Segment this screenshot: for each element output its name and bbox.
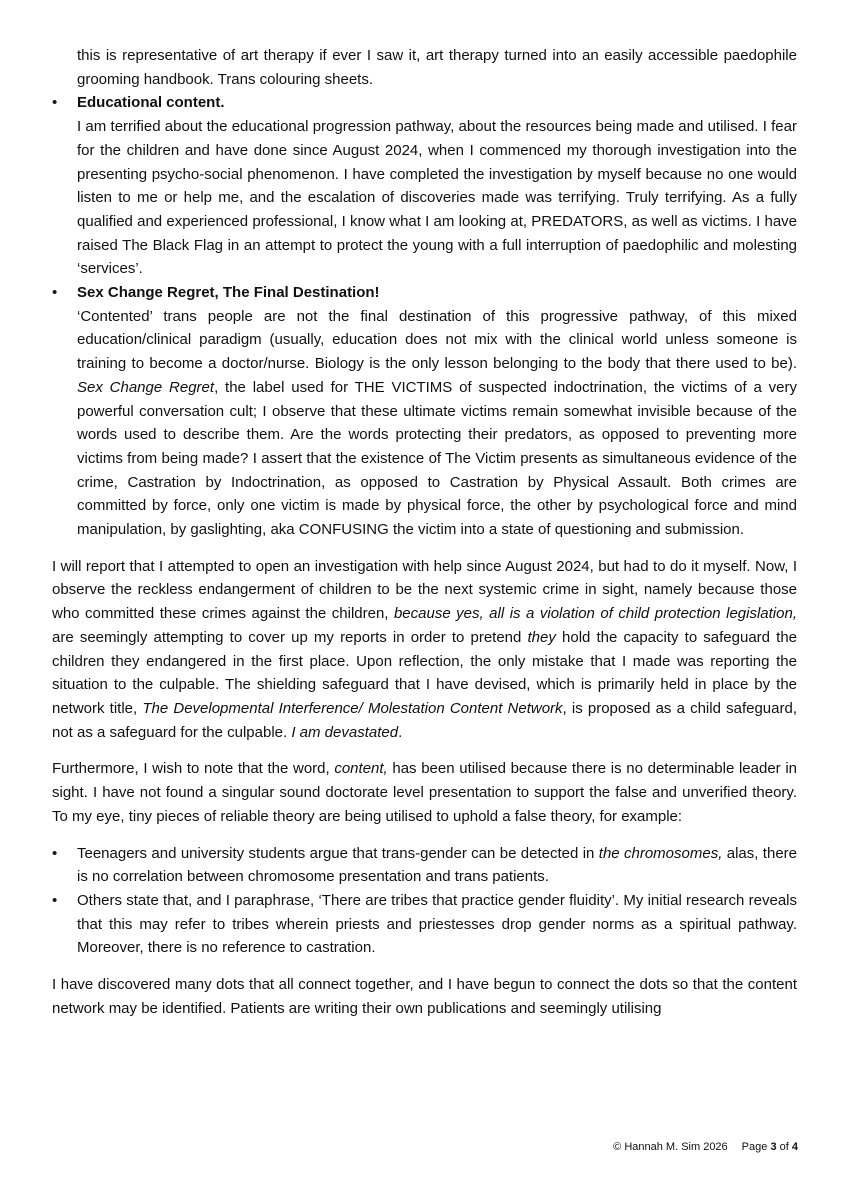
example-1-italic: the chromosomes, <box>598 844 723 862</box>
document-body <box>52 44 797 1020</box>
content-italic-word: content, <box>334 760 388 778</box>
report-text-1: I will report that I attempted to open an investigation with help since August 2024, but had to do it myself. Now, I observe the reckless endangerment of children to be the next systemic crime in sight, namely because those who committed these crimes against the children, <box>52 557 797 623</box>
example-1-text-2: alas, there is no correlation between chromosome presentation and trans patients. <box>77 844 797 886</box>
regret-italic-label: Sex Change Regret <box>77 378 215 396</box>
example-2-text: Others state that, and I paraphrase, ‘There are tribes that practice gender fluidity’. My initial research reveals that this may refer to tribes wherein priests and priestesses drop gender norms as a spiritual pathway. Moreover, there is no reference to castration. <box>77 891 797 957</box>
page-footer <box>613 1141 798 1153</box>
regret-text-1: ‘Contented’ trans people are not the final destination of this progressive pathway, of this mixed education/clinical paradigm (usually, education does not mix with the clinical world unless someone is training to become a doctor/nurse. Biology is the only lesson belonging to the body that there used to be). <box>77 307 797 373</box>
footer-page-of: of <box>779 1141 789 1153</box>
footer-copyright: © Hannah M. Sim 2026 <box>613 1141 728 1153</box>
list-item <box>52 889 797 960</box>
content-text-1: Furthermore, I wish to note that the word, <box>52 760 335 778</box>
paragraph-content <box>52 757 797 828</box>
footer-page-label: Page <box>741 1141 768 1153</box>
report-text-2: are seemingly attempting to cover up my reports in order to pretend <box>52 628 528 646</box>
report-text-3: hold the capacity to safeguard the children they endangered in the first place. Upon reflection, the only mistake that I made was reporting the situation to the culpable. The shielding safeguard that I have devised, which is primarily held in place by the network title, <box>52 628 798 717</box>
report-italic-4: I am devastated <box>291 723 399 741</box>
heading-sex-change-regret: • Sex Change Regret, The Final Destination! <box>52 281 797 305</box>
continuation-text: this is representative of art therapy if ever I saw it, art therapy turned into an easily accessible paedophile grooming handbook. Trans colouring sheets. <box>77 47 797 88</box>
paragraph-report <box>52 555 797 745</box>
content-text-2: has been utilised because there is no determinable leader in sight. I have not found a singular sound doctorate level presentation to support the false and unverified theory. To my eye, tiny pieces of reliable theory are being utilised to uphold a false theory, for example: <box>52 760 797 825</box>
footer-page-current: 3 <box>770 1141 777 1153</box>
report-text-4: , is proposed as a child safeguard, not as a safeguard for the culpable. <box>52 699 797 741</box>
heading-educational-content: • Educational content. <box>52 91 797 115</box>
report-italic-1: because yes, all is a violation of child protection legislation, <box>393 605 797 623</box>
example-1-text-1: Teenagers and university students argue that trans-gender can be detected in <box>77 844 599 862</box>
report-italic-3: The Developmental Interference/ Molestation Content Network <box>142 699 563 717</box>
paragraph-dots: I have discovered many dots that all connect together, and I have begun to connect the dots so that the content network may be identified. Patients are writing their own publications and seemingly utilising <box>52 976 797 1017</box>
examples-list <box>52 842 797 961</box>
report-italic-2: they <box>527 628 556 646</box>
footer-page-total: 4 <box>791 1141 798 1153</box>
regret-text-2: , the label used for THE VICTIMS of suspected indoctrination, the victims of a very powerful conversation cult; I observe that these ultimate victims remain somewhat invisible because of the words used to describe them. Are the words protecting their predators, as opposed to preventing more victims from being made? I assert that the existence of The Victim presents as simultaneous evidence of the crime, Castration by Indoctrination, as opposed to Castration by Physical Assault. Both crimes are committed by force, only one victim is made by physical force, the other by psychological force and mind manipulation, by gaslighting, aka CONFUSING the victim into a state of questioning and submission. <box>77 378 797 539</box>
sex-change-regret-body <box>52 305 797 542</box>
list-item <box>52 842 797 889</box>
report-text-5: . <box>398 723 403 741</box>
educational-content-body: I am terrified about the educational progression pathway, about the resources being made and utilised. I fear for the children and have done since August 2024, when I commenced my thorough investigation into the presenting psycho-social phenomenon. I have completed the investigation by myself because no one would listen to me or help me, and the escalation of discoveries made was terrifying. Truly terrifying. As a fully qualified and experienced professional, I know what I am looking at, PREDATORS, as well as victims. I have raised The Black Flag in an attempt to protect the young with a full interruption of paedophilic and molesting ‘services’. <box>77 118 797 278</box>
